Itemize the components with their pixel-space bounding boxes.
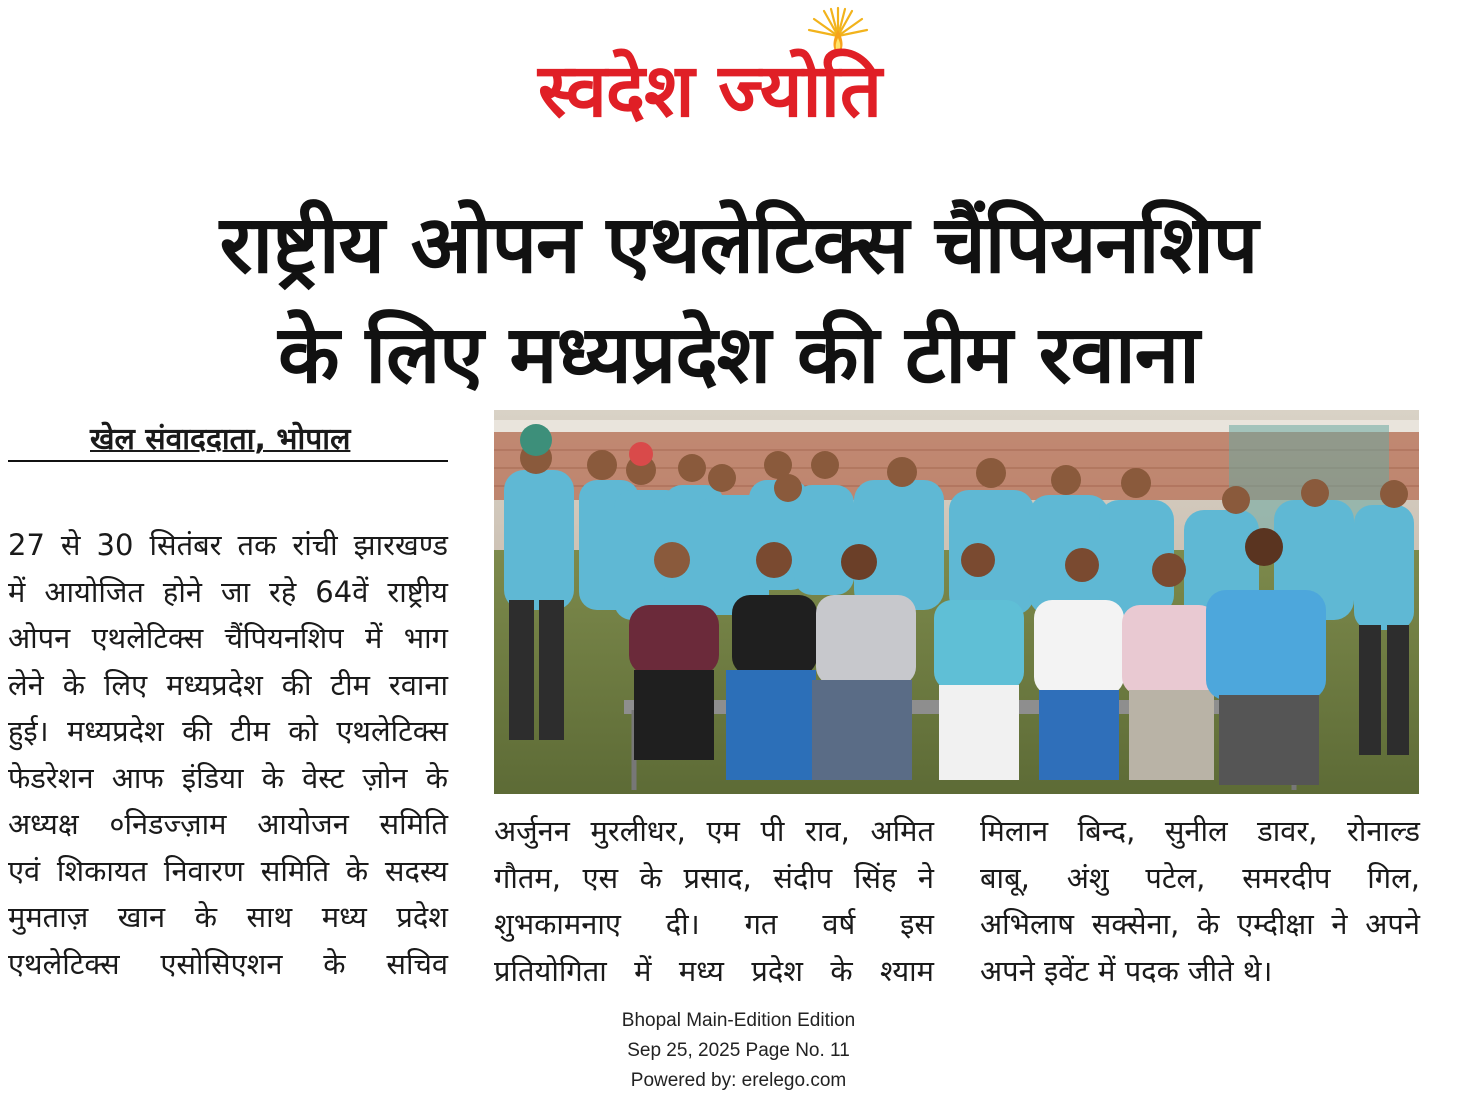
edition-date-page: Sep 25, 2025 Page No. 11 [627, 1040, 850, 1061]
byline-text: खेल संवाददाता, भोपाल [90, 422, 351, 457]
masthead [520, 6, 960, 146]
byline [8, 420, 448, 462]
column-1-line: फेडरेशन आफ इंडिया के वेस्ट ज़ोन के [8, 760, 448, 795]
column-2-line: गौतम, एस के प्रसाद, संदीप सिंह ने [494, 860, 934, 895]
article-column-1 [8, 522, 448, 987]
column-3-line: अभिलाष सक्सेना, के एम्दीक्षा ने अपने [980, 907, 1420, 941]
article-column-3 [980, 808, 1420, 994]
column-1-line: हुई। मध्यप्रदेश की टीम को एथलेटिक्स [8, 714, 448, 748]
column-1-line: ओपन एथलेटिक्स चैंपियनशिप में भाग [8, 621, 448, 655]
column-2-line: शुभकामनाए दी। गत वर्ष इस [494, 907, 934, 941]
column-1-line: एवं शिकायत निवारण समिति के सदस्य [8, 853, 448, 888]
column-3-line: मिलान बिन्द, सुनील डावर, रोनाल्ड [980, 814, 1420, 848]
headline-line-1: राष्ट्रीय ओपन एथलेटिक्स चैंपियनशिप [219, 198, 1258, 291]
masthead-title: स्वदेश ज्योति [538, 48, 882, 134]
column-1-line: मुमताज़ खान के साथ मध्य प्रदेश [8, 900, 448, 934]
column-3-line: अपने इवेंट में पदक जीते थे। [980, 953, 1273, 988]
headline-line-2: के लिए मध्यप्रदेश की टीम रवाना [278, 308, 1199, 401]
team-photo-illustration [494, 410, 1419, 794]
column-2-line: प्रतियोगिता में मध्य प्रदेश के श्याम [494, 953, 934, 988]
column-1-line: एथलेटिक्स एसोसिएशन के सचिव [8, 946, 448, 981]
column-1-line: 27 से 30 सितंबर तक रांची झारखण्ड [8, 528, 448, 562]
article-column-2 [494, 808, 934, 994]
column-3-line: बाबू, अंशु पटेल, समरदीप गिल, [980, 860, 1420, 895]
powered-by-link[interactable]: Powered by: erelego.com [630, 1070, 847, 1091]
column-1-line: अध्यक्ष ०निडज्ज़ाम आयोजन समिति [8, 807, 448, 841]
column-2-line: अर्जुनन मुरलीधर, एम पी राव, अमित [494, 814, 934, 848]
edition-name: Bhopal Main-Edition Edition [621, 1010, 856, 1031]
column-1-line: में आयोजित होने जा रहे 64वें राष्ट्रीय [8, 574, 448, 609]
column-1-line: लेने के लिए मध्यप्रदेश की टीम रवाना [8, 667, 448, 702]
edition-footer [0, 1006, 1477, 1096]
team-photo [494, 410, 1419, 794]
headline [0, 190, 1477, 410]
